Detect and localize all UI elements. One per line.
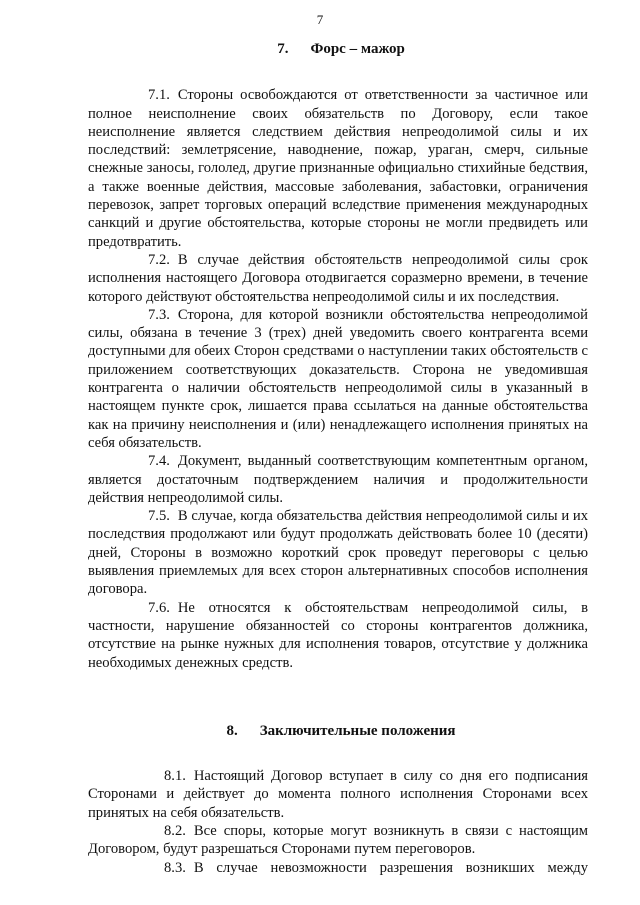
section-7-heading (88, 40, 588, 58)
section-8-heading (88, 722, 588, 740)
clause-8-1 (88, 767, 588, 822)
clause-8-2 (88, 822, 588, 859)
section-7-title: Форс – мажор (310, 41, 405, 57)
clause-number: 8.3. (164, 859, 186, 876)
clause-number: 7.1. (148, 87, 170, 104)
clause-text: Сторона, для которой возникли обстоятельства непреодолимой силы, обязана в течение 3 (трех) дней уведомить своего контрагента всеми доступными для обеих Сторон средствами о наступлении таких обстоятельств с приложением соответствующих доказательств. Сторона не уведомившая контрагента о наличии обстоятельств непреодолимой силы в указанный в настоящем пункте срок, лишается права ссылаться на данные обстоятельства как на причину неисполнения и (или) ненадлежащего исполнения принятых на себя обязательств. (88, 306, 588, 451)
clause-text: Документ, выданный соответствующим компетентным органом, является достаточным подтверждением наличия и продолжительности действия непреодолимой силы. (88, 453, 588, 506)
section-7-number: 7. (277, 41, 289, 57)
clause-7-4 (88, 452, 588, 507)
page-number: 7 (316, 12, 324, 27)
clause-number: 7.6. (148, 599, 170, 616)
clause-number: 7.2. (148, 251, 170, 268)
clause-number: 7.3. (148, 306, 170, 323)
clause-text: В случае невозможности разрешения возникших между (193, 859, 588, 876)
clause-number: 8.2. (164, 822, 186, 839)
clause-number: 7.4. (148, 453, 170, 470)
clause-text: В случае, когда обязательства действия непреодолимой силы и их последствия продолжают или будут продолжать действовать более 10 (десяти) дней, Стороны в возможно короткий срок проведут переговоры с целью выявления приемлемых для всех сторон альтернативных способов исполнения договора. (88, 508, 588, 598)
clause-text: В случае действия обстоятельств непреодолимой силы срок исполнения настоящего Договора отодвигается соразмерно времени, в течение которого действуют обстоятельства непреодолимой силы и их последствия. (88, 251, 588, 305)
clause-text: Стороны освобождаются от ответственности за частичное или полное неисполнение своих обязательств по Договору, если такое неисполнение является следствием действия непреодолимой силы и их последствий: землетрясение, наводнение, пожар, ураган, смерч, сильные снежные заносы, гололед, другие признанные официально стихийные бедствия, а также военные действия, массовые заболевания, забастовки, ограничения перевозок, запрет торговых операций вследствие применения международных санкций и другие обстоятельства, которые стороны не могли предвидеть или предотвратить. (88, 87, 588, 250)
clause-number: 8.1. (164, 768, 186, 785)
clause-7-3 (88, 306, 588, 452)
clause-7-5 (88, 507, 588, 598)
clause-7-6 (88, 599, 588, 672)
clause-text: Все споры, которые могут возникнуть в связи с настоящим Договором, будут разрешаться Сторонами путем переговоров. (88, 822, 588, 858)
clause-number: 7.5. (148, 508, 170, 525)
clause-7-2 (88, 251, 588, 306)
clause-text: Настоящий Договор вступает в силу со дня его подписания Сторонами и действует до момента полного исполнения Сторонами всех принятых на себя обязательств. (88, 768, 588, 821)
clause-7-1 (88, 86, 588, 251)
document-body (88, 40, 588, 877)
clause-text: Не относятся к обстоятельствам непреодолимой силы, в частности, нарушение обязанностей со стороны контрагентов должника, отсутствие на рынке нужных для исполнения товаров, отсутствие у должника необходимых денежных средств. (88, 599, 588, 671)
section-8-title: Заключительные положения (259, 722, 456, 739)
clause-8-3 (88, 859, 588, 877)
section-8-number: 8. (226, 722, 238, 739)
